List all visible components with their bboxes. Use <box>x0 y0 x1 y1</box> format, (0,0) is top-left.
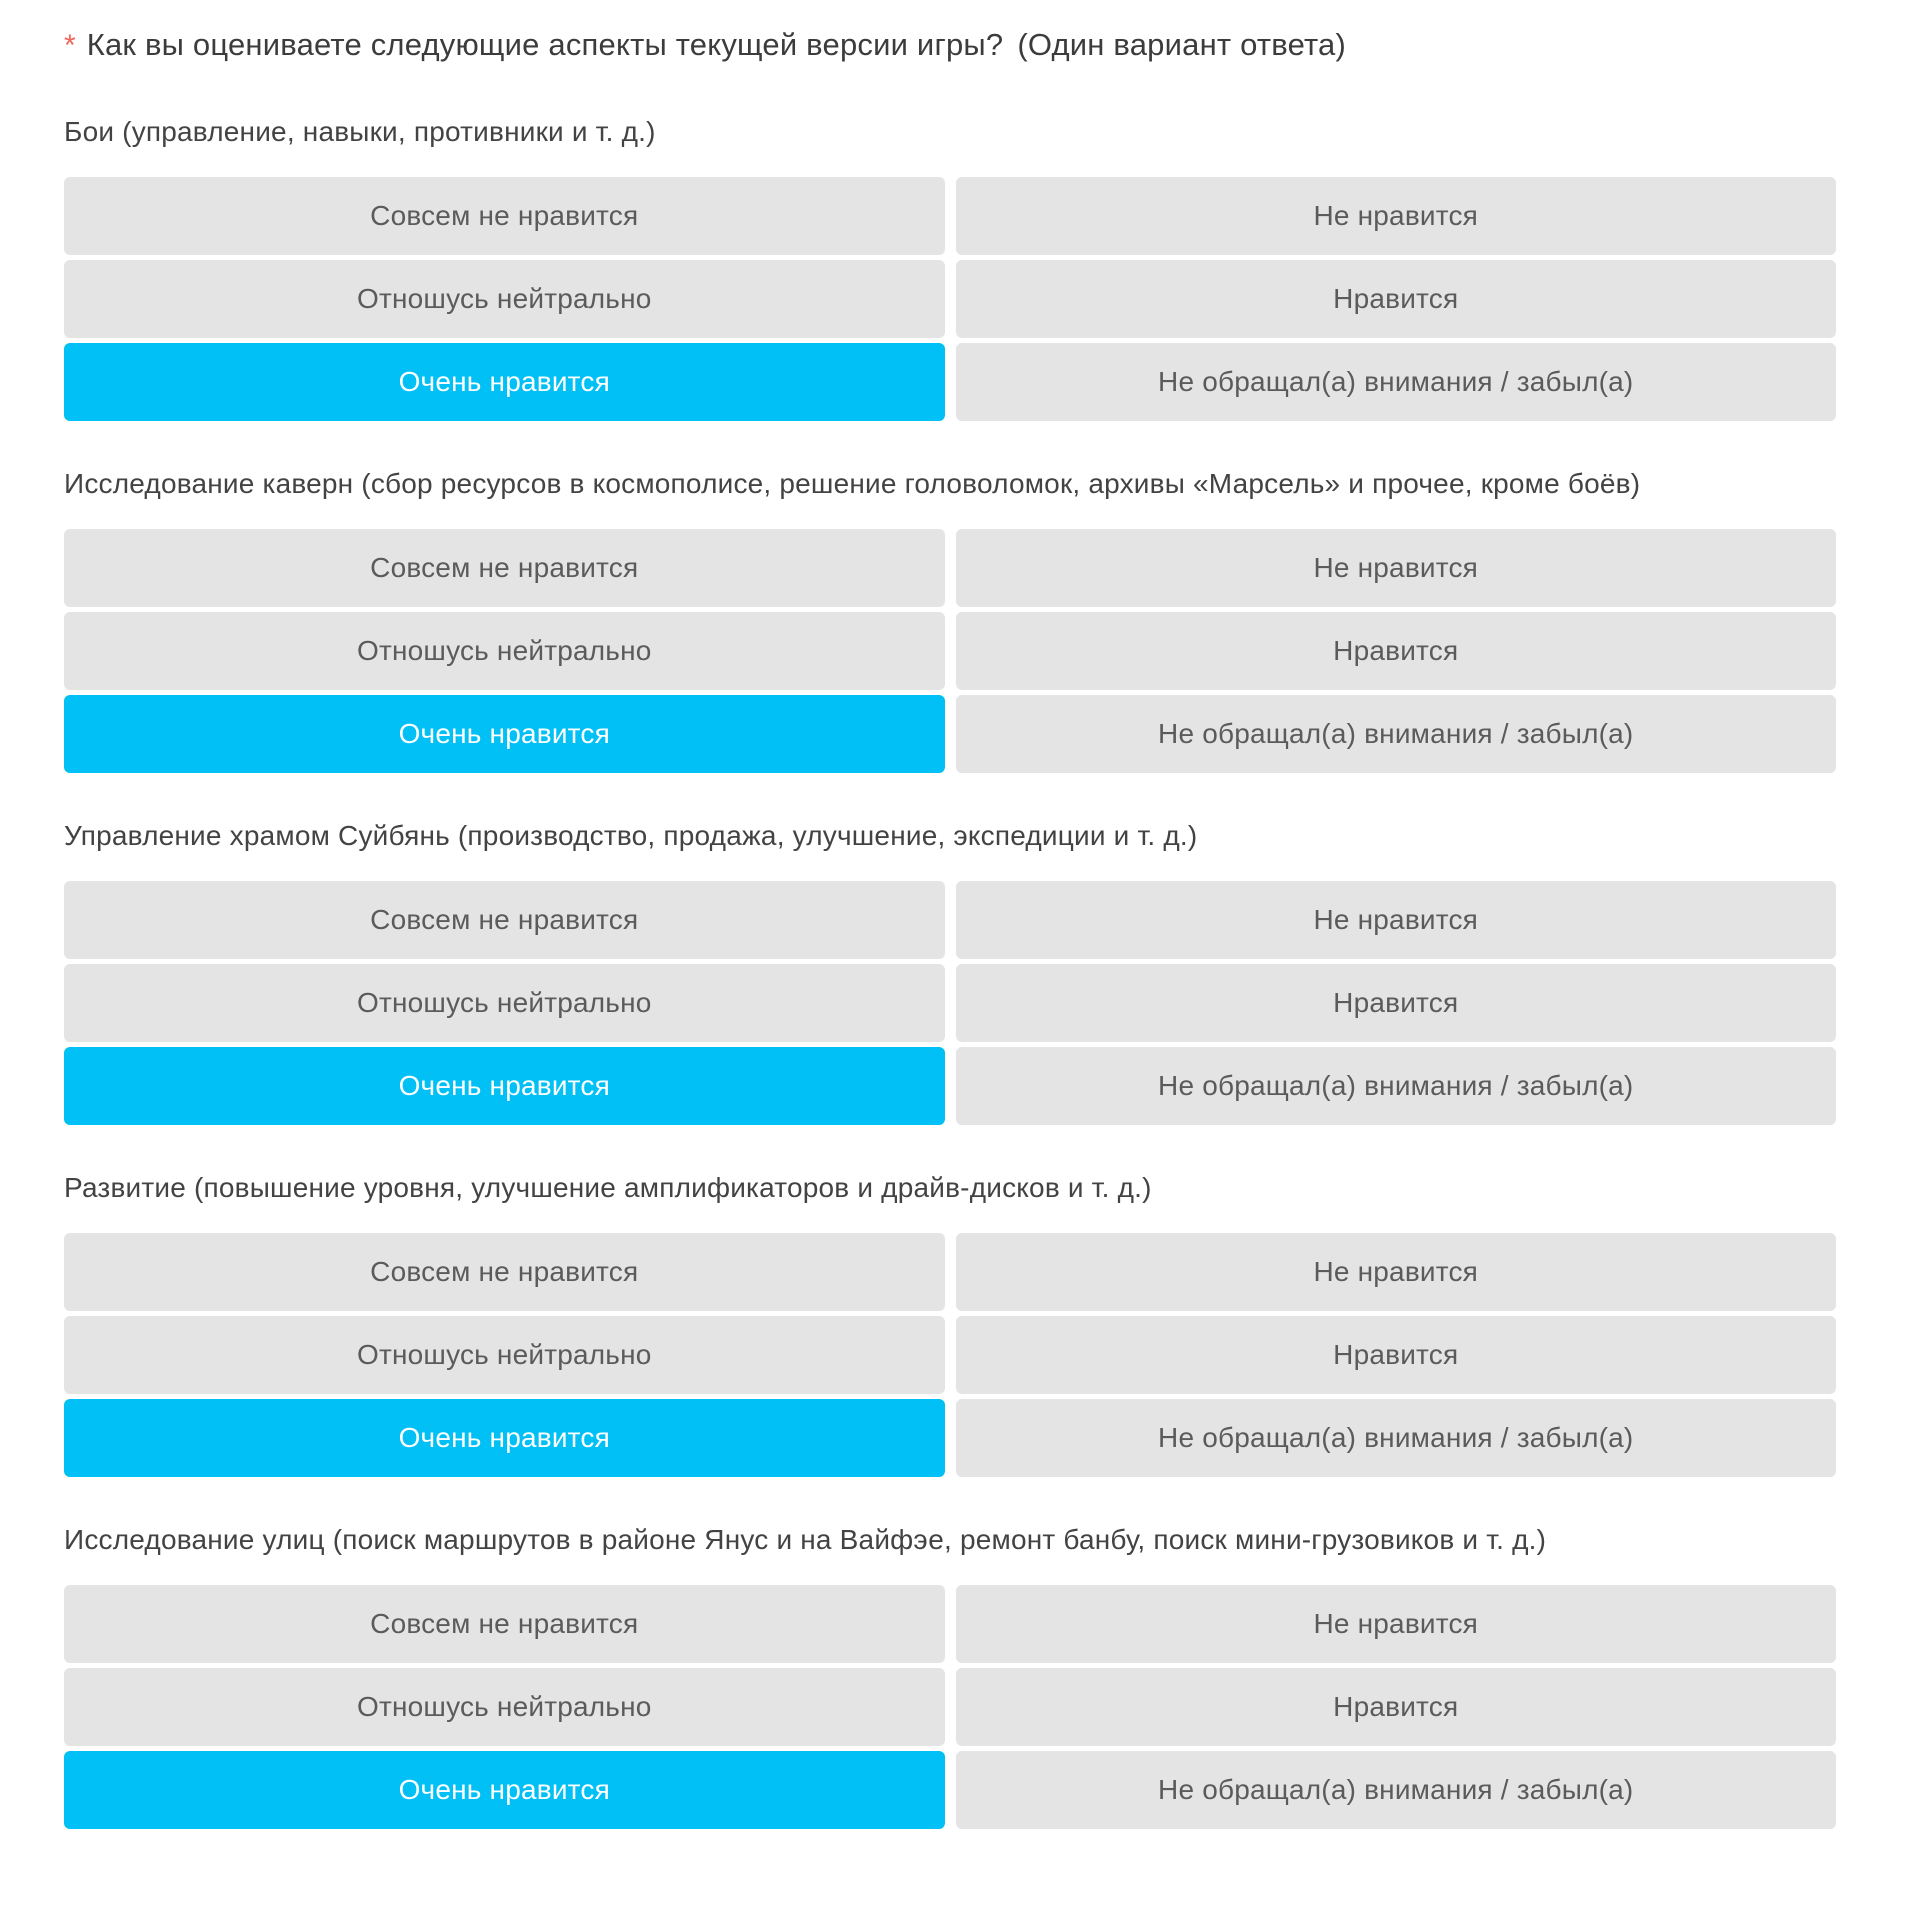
question-header <box>64 22 1837 69</box>
option-cell[interactable]: Не нравится <box>956 881 1837 959</box>
option-cell[interactable]: Отношусь нейтрально <box>64 1316 945 1394</box>
option-cell[interactable]: Отношусь нейтрально <box>64 612 945 690</box>
option-cell[interactable]: Не обращал(а) внимания / забыл(а) <box>956 343 1837 421</box>
sub-question-cavern-exploration <box>64 463 1837 773</box>
option-cell[interactable]: Нравится <box>956 1668 1837 1746</box>
option-cell[interactable]: Отношусь нейтрально <box>64 1668 945 1746</box>
options-grid <box>64 881 1836 1125</box>
sub-question-combat <box>64 111 1837 421</box>
sub-question-label: Бои (управление, навыки, противники и т. д.) <box>64 116 656 147</box>
option-cell[interactable]: Не нравится <box>956 177 1837 255</box>
question-subtitle: (Один вариант ответа) <box>1017 27 1347 62</box>
sub-question-label: Развитие (повышение уровня, улучшение амплификаторов и драйв-дисков и т. д.) <box>64 1172 1152 1203</box>
option-cell[interactable]: Нравится <box>956 1316 1837 1394</box>
option-cell[interactable]: Не обращал(а) внимания / забыл(а) <box>956 1047 1837 1125</box>
sub-question-progression <box>64 1167 1837 1477</box>
options-grid <box>64 1233 1836 1477</box>
option-cell[interactable]: Совсем не нравится <box>64 529 945 607</box>
option-cell[interactable]: Совсем не нравится <box>64 177 945 255</box>
option-cell[interactable]: Очень нравится <box>64 695 945 773</box>
sub-question-label: Управление храмом Суйбянь (производство, продажа, улучшение, экспедиции и т. д.) <box>64 820 1198 851</box>
sub-question-street-exploration <box>64 1519 1837 1829</box>
option-cell[interactable]: Очень нравится <box>64 1751 945 1829</box>
options-grid <box>64 1585 1836 1829</box>
option-cell[interactable]: Очень нравится <box>64 1399 945 1477</box>
question-title: Как вы оцениваете следующие аспекты текущей версии игры? <box>86 27 1004 62</box>
option-cell[interactable]: Совсем не нравится <box>64 881 945 959</box>
option-cell[interactable]: Нравится <box>956 612 1837 690</box>
sub-question-label: Исследование каверн (сбор ресурсов в космополисе, решение головоломок, архивы «Марсель» и прочее, кроме боёв) <box>64 468 1641 499</box>
option-cell[interactable]: Очень нравится <box>64 1047 945 1125</box>
option-cell[interactable]: Не обращал(а) внимания / забыл(а) <box>956 695 1837 773</box>
option-cell[interactable]: Очень нравится <box>64 343 945 421</box>
options-grid <box>64 529 1836 773</box>
option-cell[interactable]: Не обращал(а) внимания / забыл(а) <box>956 1399 1837 1477</box>
sub-question-label: Исследование улиц (поиск маршрутов в районе Янус и на Вайфэе, ремонт банбу, поиск мини-грузовиков и т. д.) <box>64 1524 1547 1555</box>
option-cell[interactable]: Нравится <box>956 964 1837 1042</box>
option-cell[interactable]: Совсем не нравится <box>64 1585 945 1663</box>
option-cell[interactable]: Не обращал(а) внимания / забыл(а) <box>956 1751 1837 1829</box>
options-grid <box>64 177 1836 421</box>
sub-question-temple-management <box>64 815 1837 1125</box>
option-cell[interactable]: Не нравится <box>956 1233 1837 1311</box>
option-cell[interactable]: Не нравится <box>956 529 1837 607</box>
required-asterisk: * <box>64 29 76 62</box>
option-cell[interactable]: Совсем не нравится <box>64 1233 945 1311</box>
option-cell[interactable]: Не нравится <box>956 1585 1837 1663</box>
option-cell[interactable]: Отношусь нейтрально <box>64 964 945 1042</box>
option-cell[interactable]: Нравится <box>956 260 1837 338</box>
option-cell[interactable]: Отношусь нейтрально <box>64 260 945 338</box>
